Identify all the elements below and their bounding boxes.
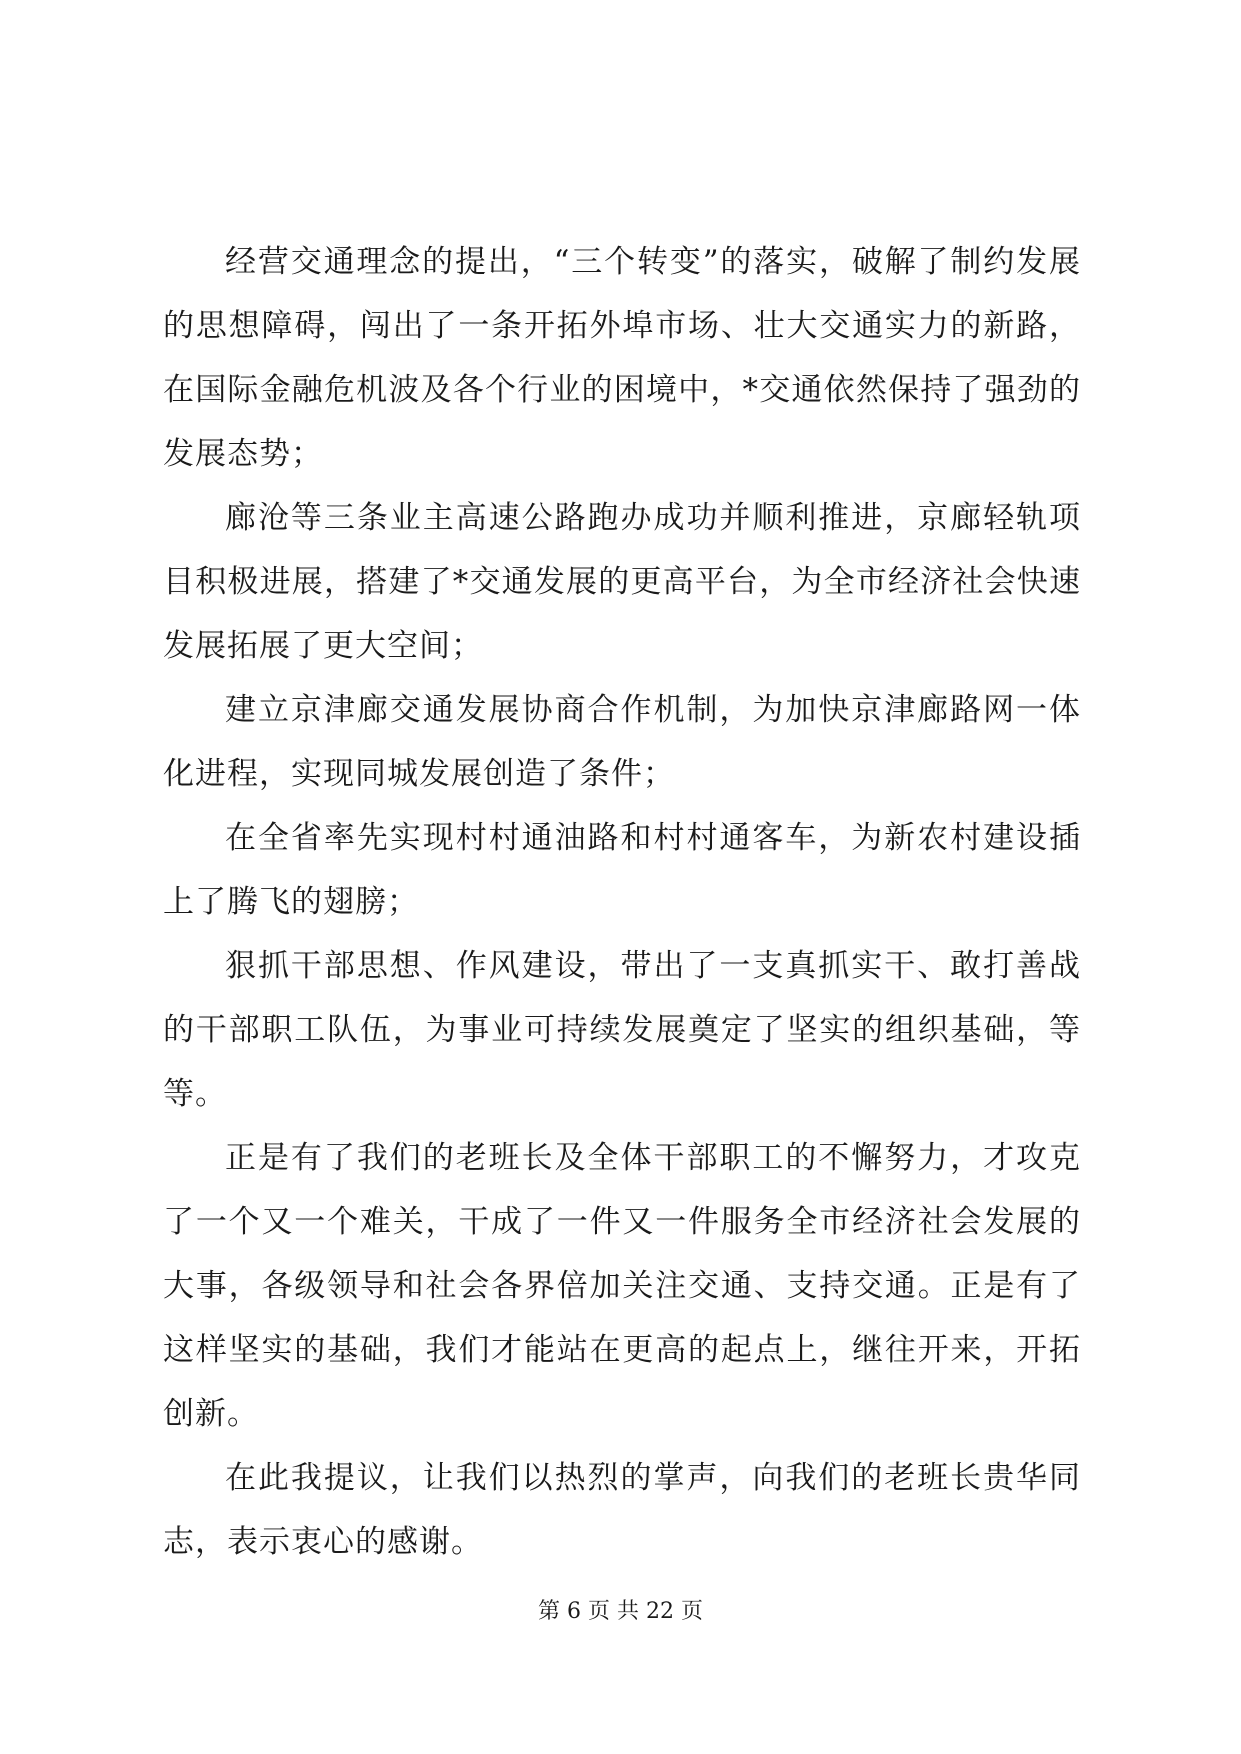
paragraph: 经营交通理念的提出，“三个转变”的落实，破解了制约发展的思想障碍，闯出了一条开拓外埠市场、壮大交通实力的新路，在国际金融危机波及各个行业的困境中，*交通依然保持了强劲的发展态势； [163, 244, 1081, 472]
paragraph: 正是有了我们的老班长及全体干部职工的不懈努力，才攻克了一个又一个难关，干成了一件又一件服务全市经济社会发展的大事，各级领导和社会各界倍加关注交通、支持交通。正是有了这样坚实的基础，我们才能站在更高的起点上，继往开来，开拓创新。 [163, 1140, 1081, 1432]
paragraph: 廊沧等三条业主高速公路跑办成功并顺利推进，京廊轻轨项目积极进展，搭建了*交通发展的更高平台，为全市经济社会快速发展拓展了更大空间； [163, 500, 1081, 664]
paragraph: 在全省率先实现村村通油路和村村通客车，为新农村建设插上了腾飞的翅膀； [163, 820, 1081, 920]
document-body [163, 230, 1081, 1574]
paragraph: 在此我提议，让我们以热烈的掌声，向我们的老班长贵华同志，表示衷心的感谢。 [163, 1460, 1081, 1560]
paragraph: 建立京津廊交通发展协商合作机制，为加快京津廊路网一体化进程，实现同城发展创造了条件； [163, 692, 1081, 792]
paragraph: 狠抓干部思想、作风建设，带出了一支真抓实干、敢打善战的干部职工队伍，为事业可持续发展奠定了坚实的组织基础，等等。 [163, 948, 1081, 1112]
page-number-footer: 第 6 页 共 22 页 [538, 1599, 703, 1624]
